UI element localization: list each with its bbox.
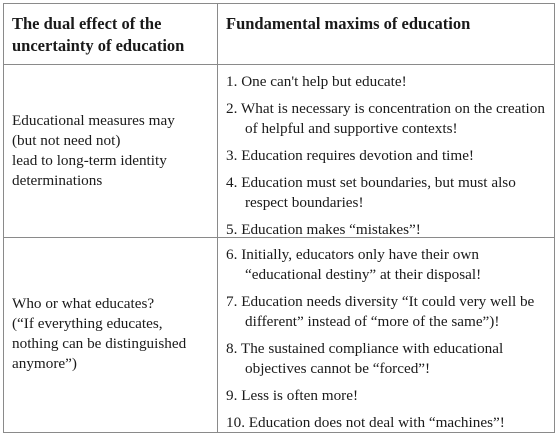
maxim-item: 9. Less is often more! [226,387,359,404]
row-1-left-line: determinations [12,172,103,189]
maxim-item: 6. Initially, educators only have their own “educational destiny” at their disposal! [226,246,482,283]
header-left-cell [12,13,212,57]
row-1-maxims-list [226,72,552,247]
maxim-item: 10. Education does not deal with “machines”! [226,414,505,431]
row-1-left-line: lead to long-term identity [12,152,167,169]
row-2-left-cell [12,294,212,374]
row-1-left-line: Educational measures may [12,112,175,129]
maxim-item: 1. One can't help but educate! [226,73,407,90]
header-divider [4,64,554,65]
maxim-item: 2. What is necessary is concentration on the creation of helpful and supportive contexts! [226,100,545,137]
row-2-left-line: anymore”) [12,355,77,372]
row-2-left-line: (“If everything educates, [12,315,163,332]
header-right-text: Fundamental maxims of education [226,14,471,33]
maxim-item: 3. Education requires devotion and time! [226,147,474,164]
header-left-text: The dual effect of the uncertainty of education [12,14,185,55]
maxim-item: 5. Education makes “mistakes”! [226,221,421,238]
row-2-maxims-list [226,245,552,440]
row-2-left-line: nothing can be distinguished [12,335,187,352]
row-1-left-cell [12,111,212,191]
maxim-item: 8. The sustained compliance with educational objectives cannot be “forced”! [226,340,504,377]
column-divider [217,4,218,432]
maxim-item: 7. Education needs diversity “It could very well be different” instead of “more of the same”)! [226,293,535,330]
maxims-table [3,3,555,433]
header-right-cell [226,13,546,35]
row-1-left-line: (but not need not) [12,132,121,149]
maxim-item: 4. Education must set boundaries, but must also respect boundaries! [226,174,516,211]
row-2-left-line: Who or what educates? [12,295,155,312]
